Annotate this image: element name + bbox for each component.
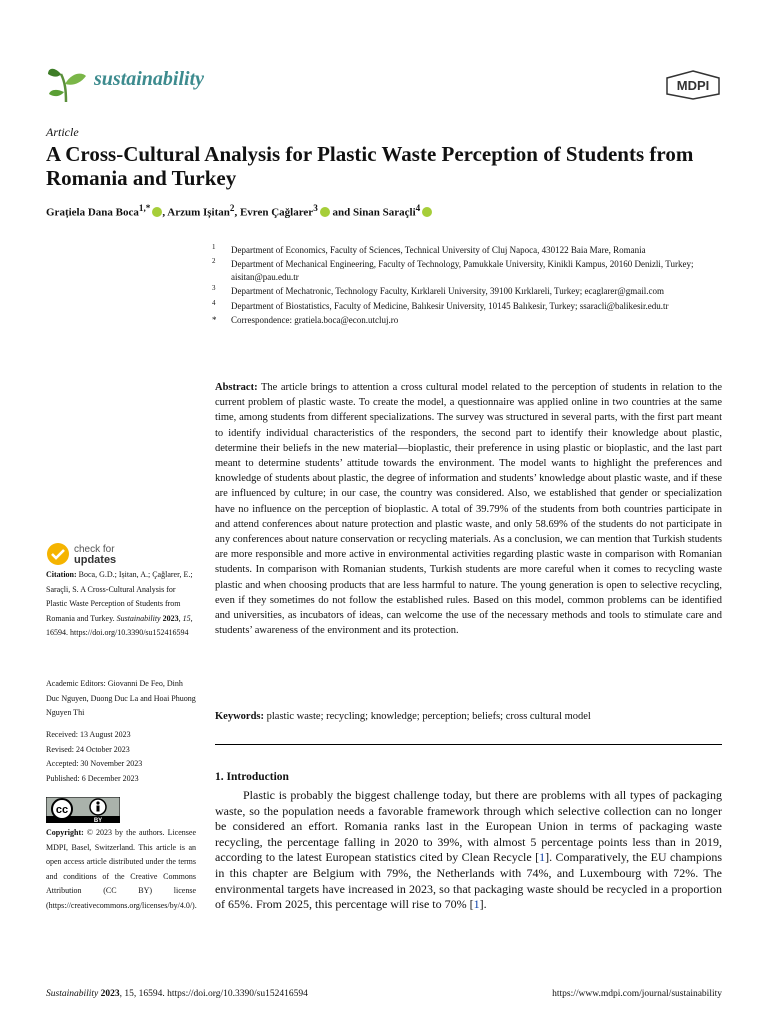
author-affiliation-sup: 4 <box>415 203 421 213</box>
introduction-paragraph <box>215 788 722 913</box>
author-separator: , <box>234 206 240 219</box>
check-updates-top: check for <box>74 544 115 555</box>
mdpi-logo-icon[interactable] <box>664 70 722 100</box>
affiliation-item <box>210 244 720 256</box>
footer-journal: Sustainability <box>46 989 99 999</box>
citation-block <box>46 568 196 641</box>
affiliation-text: Department of Biostatistics, Faculty of Medicine, Balıkesir University, 10145 Balıkesir, Turkey; ssaracli@balikesir.edu.tr <box>231 300 669 311</box>
affiliation-item <box>210 285 720 297</box>
leaf-logo-icon <box>46 60 88 104</box>
citation-doi[interactable]: , 16594. https://doi.org/10.3390/su152416594 <box>46 613 193 638</box>
author-affiliation-sup: 1,* <box>138 203 151 213</box>
date-published: Published: 6 December 2023 <box>46 773 139 783</box>
date-revised: Revised: 24 October 2023 <box>46 744 130 754</box>
reference-link[interactable]: 1 <box>473 897 480 912</box>
abstract-label: Abstract: <box>215 382 258 393</box>
abstract-text: The article brings to attention a cross cultural model related to the perception of students in relation to the current problem of plastic waste. To create the model, a questionnaire was applied online in two countries at the same time, among students from different specializations. The survey was structured in several parts, with the first part meant to identify individual characteristics of the responders, the second part to identify their knowledge about plastic, determine their beliefs in the new material—bioplastic, their preference in using plastic or bioplastic, and the last part meant to determine students’ attitude towards the environment. The model wants to highlight the preferences and knowledge of students about plastic, the degree of information and students’ knowledge about plastic waste, and if these are influenced by culture; in our case, the country was considered. Also, we established that gender or specialization have no influence on the perception of bioplastic. A total of 39.79% of the students from both countries participate in and attend conferences about nature protection and plastic waste, and only 58.69% of the students do not participate in any conferences about nature conservation or recycling materials. As a conclusion, we can mention that Turkish students are more responsible and more active in environmental activities regarding plastic waste in comparison with Romanian students. In comparison with Romanian students, Turkish students are more careful when it comes to recycling waste plastic and when choosing products that are less harmful to nature. The young generation is open to selective recycling, even if they sometimes do not follow the established rules. Based on this model, common problems can be identified and universities, as incubators of ideas, can welcome the use of the necessary methods and tools to stimulate care and students’ awareness of the environment and its protection. <box>215 382 722 637</box>
author-name[interactable]: Arzum Ișitan <box>167 206 230 219</box>
keywords-text: plastic waste; recycling; knowledge; perception; beliefs; cross cultural model <box>264 711 591 722</box>
citation-journal: Sustainability <box>116 613 161 623</box>
copyright-text: © 2023 by the authors. Licensee MDPI, Basel, Switzerland. This article is an open access article distributed under the terms and conditions of the Creative Commons Attribution (CC BY) license (https://creativecommons.org/licenses/by/4.0/). <box>46 828 197 910</box>
affiliation-number: 2 <box>212 257 216 266</box>
author-name[interactable]: Grațiela Dana Boca <box>46 206 139 219</box>
affiliation-item <box>210 300 720 312</box>
keywords <box>215 711 722 722</box>
correspondence-mark: * <box>212 315 217 326</box>
citation-year: 2023 <box>160 613 179 623</box>
article-title: A Cross-Cultural Analysis for Plastic Waste Perception of Students from Romania and Turkey <box>46 142 694 190</box>
copyright-notice <box>46 826 196 914</box>
affiliation-number: 1 <box>212 243 216 251</box>
date-received: Received: 13 August 2023 <box>46 730 131 739</box>
footer-doi[interactable]: , 15, 16594. https://doi.org/10.3390/su152416594 <box>119 989 308 999</box>
author-separator: and <box>329 206 354 219</box>
academic-editors: Academic Editors: Giovanni De Feo, Dinh Duc Nguyen, Duong Duc La and Hoai Phuong Nguyen Thi <box>46 679 196 718</box>
journal-name[interactable]: sustainability <box>94 68 205 90</box>
citation-label: Citation: <box>46 570 77 579</box>
article-type: Article <box>46 125 79 139</box>
keywords-label: Keywords: <box>215 711 264 722</box>
affiliation-number: 4 <box>212 298 216 307</box>
affiliation-list <box>210 244 720 328</box>
correspondence-text[interactable]: Correspondence: gratiela.boca@econ.utcluj.ro <box>231 315 399 326</box>
author-name[interactable]: Sinan Saraçli <box>353 206 416 219</box>
footer-journal-url[interactable]: https://www.mdpi.com/journal/sustainability <box>552 989 722 999</box>
footer-year: 2023 <box>98 989 120 999</box>
mdpi-logo-text: MDPI <box>676 78 710 93</box>
affiliation-item <box>210 258 720 283</box>
section-heading-introduction: 1. Introduction <box>215 771 289 783</box>
cc-right-text: BY <box>93 818 103 823</box>
orcid-icon[interactable] <box>320 207 330 217</box>
cc-left-text: cc <box>55 804 69 816</box>
section-divider <box>215 744 722 745</box>
check-updates-icon <box>46 542 70 566</box>
citation-volume: , 15 <box>178 613 191 623</box>
copyright-label: Copyright: <box>46 828 84 837</box>
orcid-icon[interactable] <box>152 207 162 217</box>
cc-by-license-icon[interactable] <box>46 797 120 823</box>
abstract <box>215 380 722 638</box>
affiliation-text: Department of Mechatronic, Technology Faculty, Kırklareli University, 39100 Kırklareli, Turkey; ecaglarer@gmail.com <box>231 286 664 297</box>
author-list <box>46 203 726 219</box>
affiliation-number: 3 <box>212 284 216 293</box>
date-accepted: Accepted: 30 November 2023 <box>46 759 143 769</box>
affiliation-text: Department of Mechanical Engineering, Faculty of Technology, Pamukkale University, Kinikli Kampus, 20160 Denizli, Turkey; aisitan@pau.edu.tr <box>231 259 694 282</box>
author-name[interactable]: Evren Çağlarer <box>239 206 314 219</box>
check-updates-bottom: updates <box>74 554 117 566</box>
author-affiliation-sup: 3 <box>313 203 318 213</box>
citation-text: Boca, G.D.; Ișitan, A.; Çağlarer, E.; Saraçli, S. A Cross-Cultural Analysis for Plastic Waste Perception of Students from Romania and Turkey. <box>46 570 193 623</box>
author-affiliation-sup: 2 <box>229 203 235 213</box>
affiliation-text: Department of Economics, Faculty of Sciences, Technical University of Cluj Napoca, 430122 Baia Mare, Romania <box>231 245 646 255</box>
orcid-icon[interactable] <box>422 207 432 217</box>
reference-link[interactable]: 1 <box>539 850 546 865</box>
correspondence <box>210 314 720 326</box>
paragraph-text: Plastic is probably the biggest challenge today, but there are problems with all types of packaging waste, so the population needs a favorable framework through which selective collection can no longer be considered an effort. Romania ranks last in the European Union in terms of packaging waste recycling, the percentage falling in 2020 to 39%, with almost 5 percentage points less than in 2019, according to the latest European statistics cited by Clean Recycle [ <box>215 788 722 865</box>
footer-citation <box>46 989 308 999</box>
paragraph-text: ]. <box>479 897 487 912</box>
publication-dates <box>46 728 196 786</box>
check-for-updates-button[interactable] <box>46 542 156 568</box>
author-separator: , <box>162 206 168 219</box>
paragraph-text: ]. Comparatively, the EU champions in this chapter are Belgium with 79%, the Netherlands with 74%, and Luxembourg with 72%. The environmental targets have increased in 2023, so that packaging waste should be recycled in a proportion of 65%. From 2025, this percentage will rise to 70% [ <box>215 850 722 912</box>
